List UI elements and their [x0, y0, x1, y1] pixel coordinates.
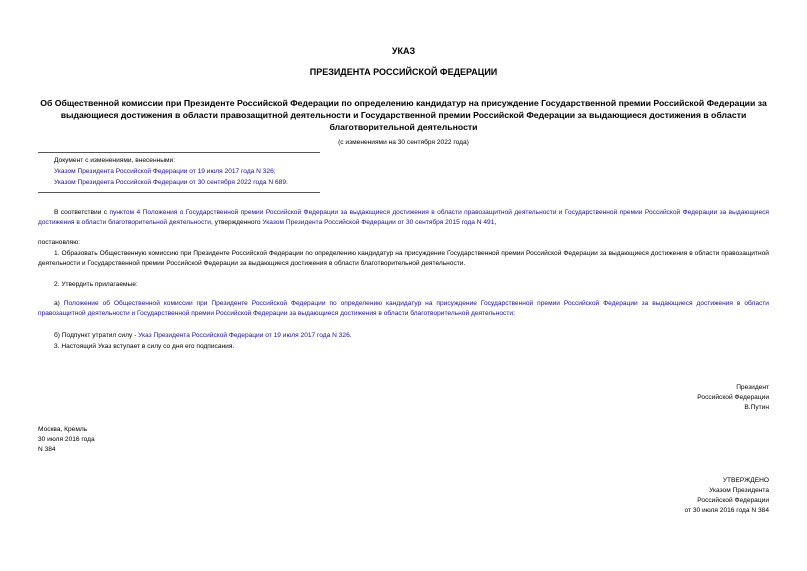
- place-date-block: [38, 425, 95, 455]
- intro-link-regulation[interactable]: пунктом 4 Положения о Государственной премии Российской Федерации за выдающиеся достижения в области правозащитной деятельности и Государственной премии Российской Федерации за выдающиеся достижения в области благотворительной деятельности: [38, 209, 770, 226]
- document-type-title: УКАЗ: [391, 46, 416, 56]
- doc-info-label: Документ с изменениями, внесенными:: [54, 157, 176, 164]
- intro-mid: , утвержденного: [210, 219, 263, 226]
- date: 30 июля 2016 года: [38, 436, 95, 443]
- signature-title: Президент: [736, 384, 769, 391]
- doc-info-block: [54, 155, 288, 188]
- intro-paragraph: [38, 208, 769, 228]
- approval-line-4: от 30 июля 2016 года N 384: [684, 507, 769, 514]
- place: Москва, Кремль: [38, 426, 88, 433]
- intro-link-decree-491[interactable]: Указом Президента Российской Федерации от 30 сентября 2015 года N 491: [262, 219, 495, 226]
- approval-line-2: Указом Президента: [709, 487, 769, 494]
- number: N 384: [38, 446, 56, 453]
- changes-note: (с изменениями на 30 сентября 2022 года): [338, 139, 469, 146]
- signature-name: В.Путин: [744, 404, 769, 411]
- item-2: 2. Утвердить прилагаемые:: [54, 281, 138, 288]
- doc-info-bottom-rule: [38, 192, 320, 193]
- item-1: 1. Образовать Общественную комиссию при Президенте Российской Федерации по определению кандидатур на присуждение Государственной премии Российской Федерации за выдающиеся достижения в области правозащитной деятельности и Государственной премии Российской Федерации за выдающиеся достижения в области благотворительной деятельности.: [38, 250, 769, 267]
- item-2a-prefix: а): [54, 300, 64, 307]
- decree-word: постановляю:: [38, 239, 81, 246]
- item-2b: [38, 331, 769, 341]
- approval-line-3: Российской Федерации: [697, 497, 769, 504]
- signature-country: Российской Федерации: [697, 394, 769, 401]
- doc-info-link-2022[interactable]: Указом Президента Российской Федерации от 30 сентября 2022 года N 689.: [54, 179, 288, 186]
- intro-prefix: В соответствии с: [54, 209, 110, 216]
- doc-info-top-rule: [38, 152, 320, 153]
- item-2b-prefix: б) Подпункт утратил силу -: [54, 332, 139, 339]
- document-subject: Об Общественной комиссии при Президенте Российской Федерации по определению кандидатур на присуждение Государственной премии Российской Федерации за выдающиеся достижения в области правозащитной деятельности и Государственной премии Российской Федерации за выдающиеся достижения в области благотворительной деятельности: [40, 98, 767, 132]
- issuer-title: ПРЕЗИДЕНТА РОССИЙСКОЙ ФЕДЕРАЦИИ: [309, 67, 498, 77]
- item-2b-link[interactable]: Указ Президента Российской Федерации от 19 июля 2017 года N 326: [138, 332, 350, 339]
- item-2a-suffix: ;: [513, 310, 515, 317]
- item-3: 3. Настоящий Указ вступает в силу со дня его подписания.: [54, 343, 235, 350]
- intro-suffix: ,: [494, 219, 497, 226]
- approval-heading: УТВЕРЖДЕНО: [722, 477, 769, 484]
- doc-info-link-2017[interactable]: Указом Президента Российской Федерации от 19 июля 2017 года N 326;: [54, 168, 276, 175]
- item-2b-suffix: .: [349, 332, 352, 339]
- approval-block: [685, 476, 770, 516]
- signature-block: [697, 383, 769, 413]
- item-2a: [38, 299, 769, 319]
- item-2a-link[interactable]: Положение об Общественной комиссии при Президенте Российской Федерации по определению кандидатур на присуждение Государственной премии Российской Федерации за выдающиеся достижения в области правозащитной деятельности и Государственной премии Российской Федерации за выдающиеся достижения в области благотворительной деятельности: [38, 300, 769, 317]
